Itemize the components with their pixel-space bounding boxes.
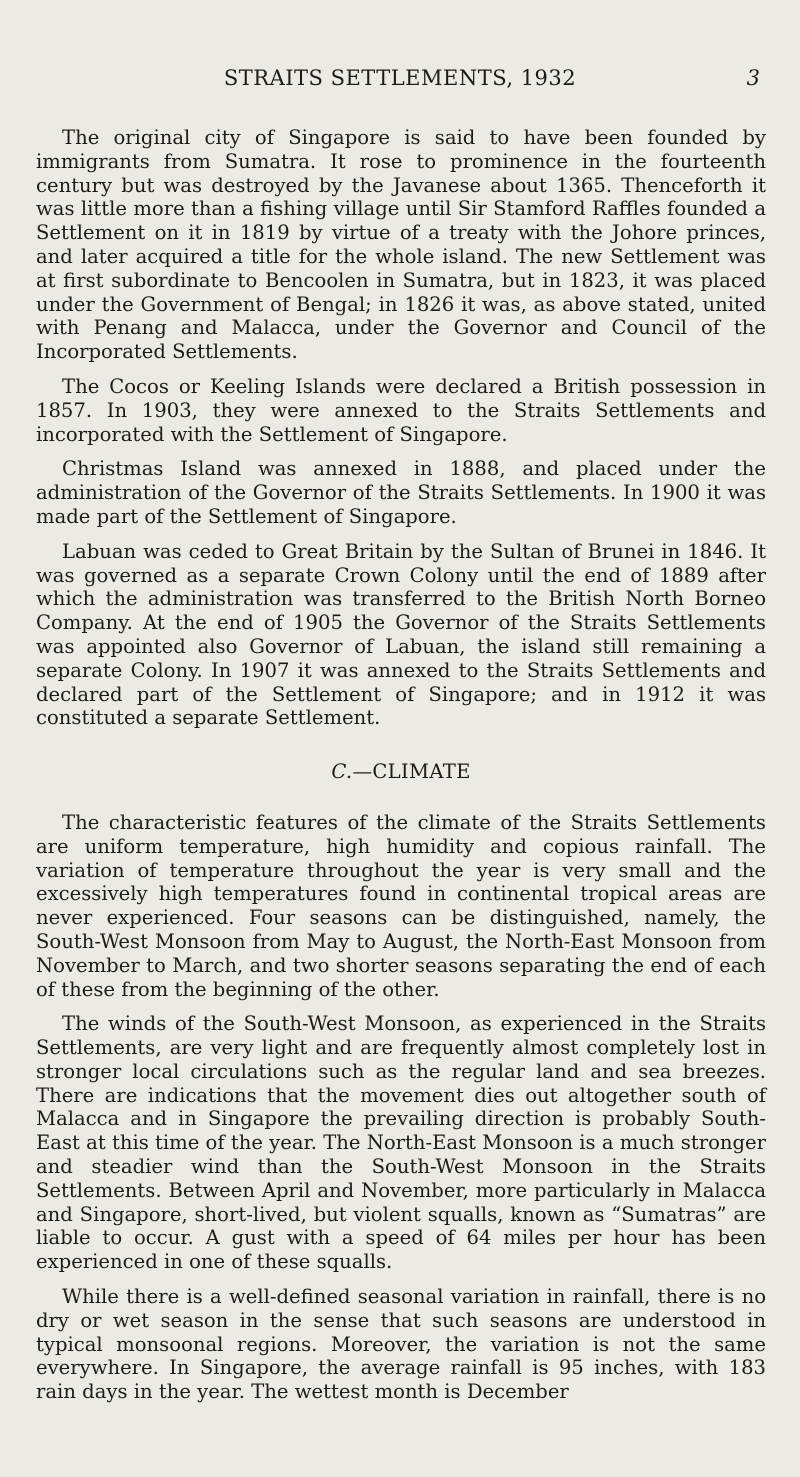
paragraph-christmas-island: Christmas Island was annexed in 1888, and placed under the administration of the Governor of the Straits Settlements. In 1900 it was made part of the Settlement of Singapore. xyxy=(36,457,766,528)
section-heading-climate xyxy=(36,760,766,784)
paragraph-labuan: Labuan was ceded to Great Britain by the Sultan of Brunei in 1846. It was governed as a separate Crown Colony until the end of 1889 after which the administration was transferred to the British North Borneo Company. At the end of 1905 the Governor of the Straits Settlements was appointed also Governor of Labuan, the island still remaining a separate Colony. In 1907 it was annexed to the Straits Settlements and declared part of the Settlement of Singapore; and in 1912 it was constituted a separate Settlement. xyxy=(36,539,766,730)
paragraph-climate-features: The characteristic features of the climate of the Straits Settlements are uniform temperature, high humidity and copious rainfall. The variation of temperature throughout the year is very small and the excessively high temperatures found in continental tropical areas are never experienced. Four seasons can be distinguished, namely, the South-West Monsoon from May to August, the North-East Monsoon from November to March, and two shorter seasons separating the end of each of these from the beginning of the other. xyxy=(36,810,766,1001)
section-letter: C. xyxy=(331,760,353,784)
running-head xyxy=(36,66,764,94)
paragraph-rainfall: While there is a well-defined seasonal variation in rainfall, there is no dry or wet season in the sense that such seasons are understood in typical monsoonal regions. Moreover, the variation is not the same everywhere. In Singapore, the average rainfall is 95 inches, with 183 rain days in the year. The wettest month is December xyxy=(36,1285,766,1404)
section-title: —CLIMATE xyxy=(352,760,471,784)
page-number: 3 xyxy=(746,66,760,90)
running-title: STRAITS SETTLEMENTS, 1932 xyxy=(223,66,577,90)
paragraph-cocos-keeling: The Cocos or Keeling Islands were declared a British possession in 1857. In 1903, they were annexed to the Straits Settlements and incorporated with the Settlement of Singapore. xyxy=(36,374,766,446)
body-text xyxy=(36,126,766,1415)
paragraph-monsoon-winds: The winds of the South-West Monsoon, as experienced in the Straits Settlements, are very light and are frequently almost completely lost in stronger local circulations such as the regular land and sea breezes. There are indications that the movement dies out altogether south of Malacca and in Singapore the prevailing direction is probably South-East at this time of the year. The North-East Monsoon is a much stronger and steadier wind than the South-West Monsoon in the Straits Settlements. Between April and November, more particularly in Malacca and Singapore, short-lived, but violent squalls, known as “Sumatras” are liable to occur. A gust with a speed of 64 miles per hour has been experienced in one of these squalls. xyxy=(36,1012,766,1274)
paragraph-singapore-history: The original city of Singapore is said to have been founded by immigrants from Sumatra. It rose to prominence in the fourteenth century but was destroyed by the Javanese about 1365. Thenceforth it was little more than a fishing village until Sir Stamford Raffles founded a Settlement on it in 1819 by virtue of a treaty with the Johore princes, and later acquired a title for the whole island. The new Settlement was at first subordinate to Bencoolen in Sumatra, but in 1823, it was placed under the Government of Bengal; in 1826 it was, as above stated, united with Penang and Malacca, under the Governor and Council of the Incorporated Settlements. xyxy=(36,126,766,364)
